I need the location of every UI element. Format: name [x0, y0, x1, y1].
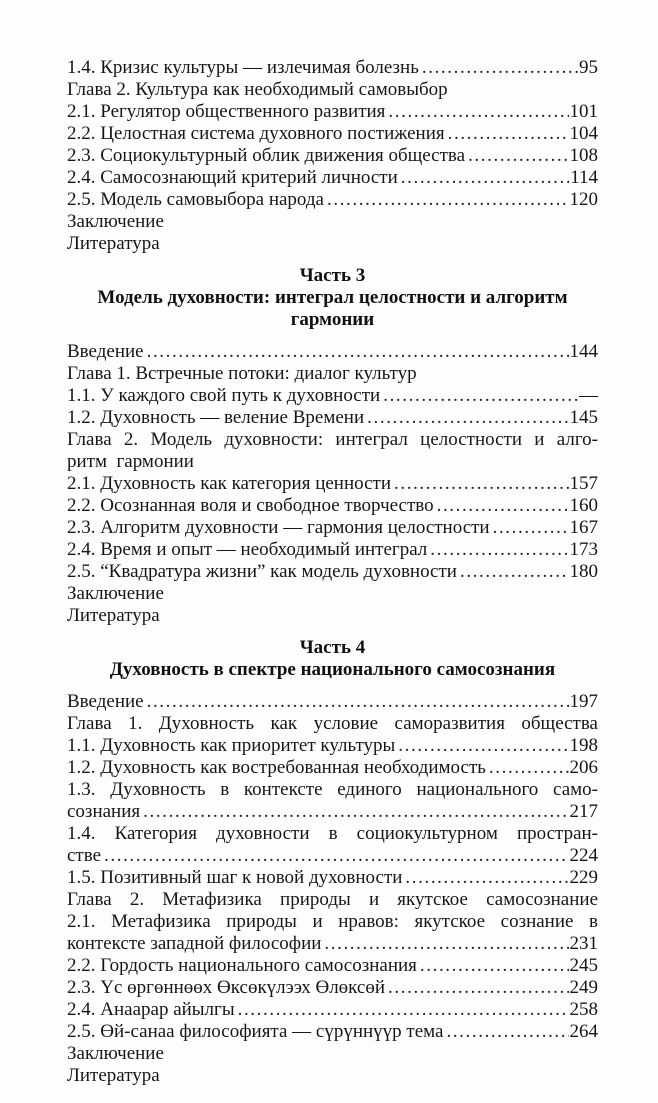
dot-leader: [493, 517, 569, 539]
toc-entry-title: 2.2. Целостная система духовного постижения: [67, 123, 445, 144]
toc-entry-title: 2.3. Социокультурный облик движения общества: [67, 145, 466, 166]
toc-text-line: ритм гармонии: [67, 451, 194, 472]
toc-entry: [67, 735, 598, 757]
toc-entry-title: 1.5. Позитивный шаг к новой духовности: [67, 867, 403, 888]
toc-entry: [67, 385, 598, 407]
toc-entry: [67, 101, 598, 123]
toc-entry-title: 2.5. Өй-санаа философията — сүрүннүүр тема: [67, 1021, 444, 1042]
part-heading: Часть 3: [299, 265, 366, 286]
toc-entry-title: Введение: [67, 691, 144, 712]
toc-entry: [67, 539, 598, 561]
toc-entry-page-number: 229: [569, 867, 598, 888]
toc-text-line: Глава 2. Культура как необходимый самовыбор: [67, 79, 448, 100]
toc-text-line: Глава 2. Метафизика природы и якутское самосознание: [67, 889, 598, 910]
toc-entry: [67, 495, 598, 517]
dot-leader: [367, 407, 568, 429]
toc-entry: [67, 123, 598, 145]
dot-leader: [468, 145, 568, 167]
toc-entry-page-number: 180: [569, 561, 598, 582]
toc-entry-page-number: 114: [570, 167, 598, 188]
toc-entry-title: 2.4. Самосознающий критерий личности: [67, 167, 398, 188]
toc-text-line: 1.3. Духовность в контексте единого национального само-: [67, 779, 598, 800]
toc-entry-title: 1.1. Духовность как приоритет культуры: [67, 735, 396, 756]
toc-entry-page-number: 160: [569, 495, 598, 516]
toc-entry: [67, 1021, 598, 1043]
toc-entry-title: 1.2. Духовность как востребованная необходимость: [67, 757, 486, 778]
toc-entry-page-number: 173: [569, 539, 598, 560]
toc-entry-title: 2.5. Модель самовыбора народа: [67, 189, 324, 210]
toc-entry-page-number: 258: [569, 999, 598, 1020]
toc-entry-title: 1.4. Кризис культуры — излечимая болезнь: [67, 57, 419, 78]
toc-entry: [67, 691, 598, 713]
toc-entry: [67, 167, 598, 189]
dot-leader: [104, 845, 568, 867]
toc-entry-title: 1.2. Духовность — веление Времени: [67, 407, 365, 428]
toc-entry-page-number: 167: [569, 517, 598, 538]
toc-entry-page-number: 108: [569, 145, 598, 166]
dot-leader: [324, 933, 568, 955]
toc-entry: [67, 845, 598, 867]
toc-entry-page-number: 157: [569, 473, 598, 494]
part-heading: Модель духовности: интеграл целостности и алгоритм: [97, 287, 568, 308]
vertical-spacer: [67, 627, 598, 637]
toc-text-line: Литература: [67, 605, 160, 626]
dot-leader: [422, 57, 578, 79]
toc-text-line: Глава 1. Духовность как условие саморазвития общества: [67, 713, 598, 734]
toc-text-line: Литература: [67, 233, 160, 254]
dot-leader: [327, 189, 569, 211]
toc-entry-title: 1.1. У каждого свой путь к духовности: [67, 385, 381, 406]
toc-entry: [67, 955, 598, 977]
toc-entry: [67, 517, 598, 539]
toc-entry: [67, 933, 598, 955]
dot-leader: [383, 385, 578, 407]
toc-entry-title: 2.5. “Квадратура жизни” как модель духовности: [67, 561, 457, 582]
toc-entry-title: 2.3. Үс өргөннөөх Өксөкүлээх Өлөксөй: [67, 977, 386, 998]
dot-leader: [460, 561, 569, 583]
toc-entry-page-number: 206: [569, 757, 598, 778]
toc-text-line: Заключение: [67, 211, 164, 232]
toc-entry-page-number: 245: [569, 955, 598, 976]
toc-text-line: Глава 1. Встречные потоки: диалог культур: [67, 363, 417, 384]
toc-entry: [67, 407, 598, 429]
vertical-spacer: [67, 681, 598, 691]
vertical-spacer: [67, 255, 598, 265]
toc-entry: [67, 561, 598, 583]
toc-entry: [67, 999, 598, 1021]
dot-leader: [394, 473, 568, 495]
toc-entry-title: 2.2. Гордость национального самосознания: [67, 955, 417, 976]
dot-leader: [147, 341, 569, 363]
toc-entry: [67, 977, 598, 999]
dot-leader: [437, 495, 569, 517]
dot-leader: [420, 955, 569, 977]
dot-leader: [398, 735, 568, 757]
toc-entry-page-number: 101: [569, 101, 598, 122]
toc-entry-page-number: 120: [569, 189, 598, 210]
toc-entry-page-number: 231: [569, 933, 598, 954]
toc-entry-title: 2.1. Духовность как категория ценности: [67, 473, 392, 494]
part-heading: гармонии: [290, 309, 375, 330]
toc-entry-page-number: 197: [569, 691, 598, 712]
toc-entry-page-number: 217: [569, 801, 598, 822]
toc-text-line: 2.1. Метафизика природы и нравов: якутское сознание в: [67, 911, 598, 932]
toc-entry-title: контексте западной философии: [67, 933, 322, 954]
toc-text-line: Литература: [67, 1065, 160, 1086]
toc-text-line: Глава 2. Модель духовности: интеграл целостности и алго-: [67, 429, 598, 450]
part-heading: Часть 4: [299, 637, 366, 658]
toc-entry: [67, 473, 598, 495]
table-of-contents: [67, 57, 598, 1087]
toc-entry-title: 2.3. Алгоритм духовности — гармония целостности: [67, 517, 490, 538]
toc-entry-page-number: 224: [569, 845, 598, 866]
dot-leader: [405, 867, 568, 889]
part-heading: Духовность в спектре национального самосознания: [109, 659, 556, 680]
toc-entry-page-number: 145: [569, 407, 598, 428]
toc-entry: [67, 341, 598, 363]
toc-entry-page-number: 264: [569, 1021, 598, 1042]
toc-entry: [67, 189, 598, 211]
toc-entry-page-number: —: [579, 385, 598, 406]
vertical-spacer: [67, 331, 598, 341]
dot-leader: [446, 1021, 568, 1043]
dot-leader: [147, 691, 569, 713]
toc-text-line: 1.4. Категория духовности в социокультурном простран-: [67, 823, 598, 844]
toc-entry-title: 2.2. Осознанная воля и свободное творчество: [67, 495, 434, 516]
toc-entry-page-number: 198: [569, 735, 598, 756]
toc-entry-title: Введение: [67, 341, 144, 362]
toc-entry: [67, 57, 598, 79]
toc-entry-title: 2.4. Время и опыт — необходимый интеграл: [67, 539, 428, 560]
dot-leader: [388, 977, 568, 999]
toc-text-line: Заключение: [67, 583, 164, 604]
toc-text-line: Заключение: [67, 1043, 164, 1064]
dot-leader: [238, 999, 569, 1021]
toc-entry: [67, 145, 598, 167]
toc-entry-title: 2.1. Регулятор общественного развития: [67, 101, 386, 122]
dot-leader: [401, 167, 569, 189]
toc-entry-page-number: 95: [579, 57, 598, 78]
dot-leader: [388, 101, 568, 123]
toc-entry-title: сознания: [67, 801, 141, 822]
toc-entry-page-number: 144: [569, 341, 598, 362]
toc-entry: [67, 801, 598, 823]
toc-entry: [67, 867, 598, 889]
dot-leader: [143, 801, 568, 823]
toc-entry: [67, 757, 598, 779]
toc-entry-title: 2.4. Анаарар айылгы: [67, 999, 235, 1020]
toc-entry-page-number: 249: [569, 977, 598, 998]
dot-leader: [430, 539, 568, 561]
toc-entry-page-number: 104: [569, 123, 598, 144]
toc-entry-title: стве: [67, 845, 102, 866]
dot-leader: [489, 757, 569, 779]
dot-leader: [448, 123, 569, 145]
